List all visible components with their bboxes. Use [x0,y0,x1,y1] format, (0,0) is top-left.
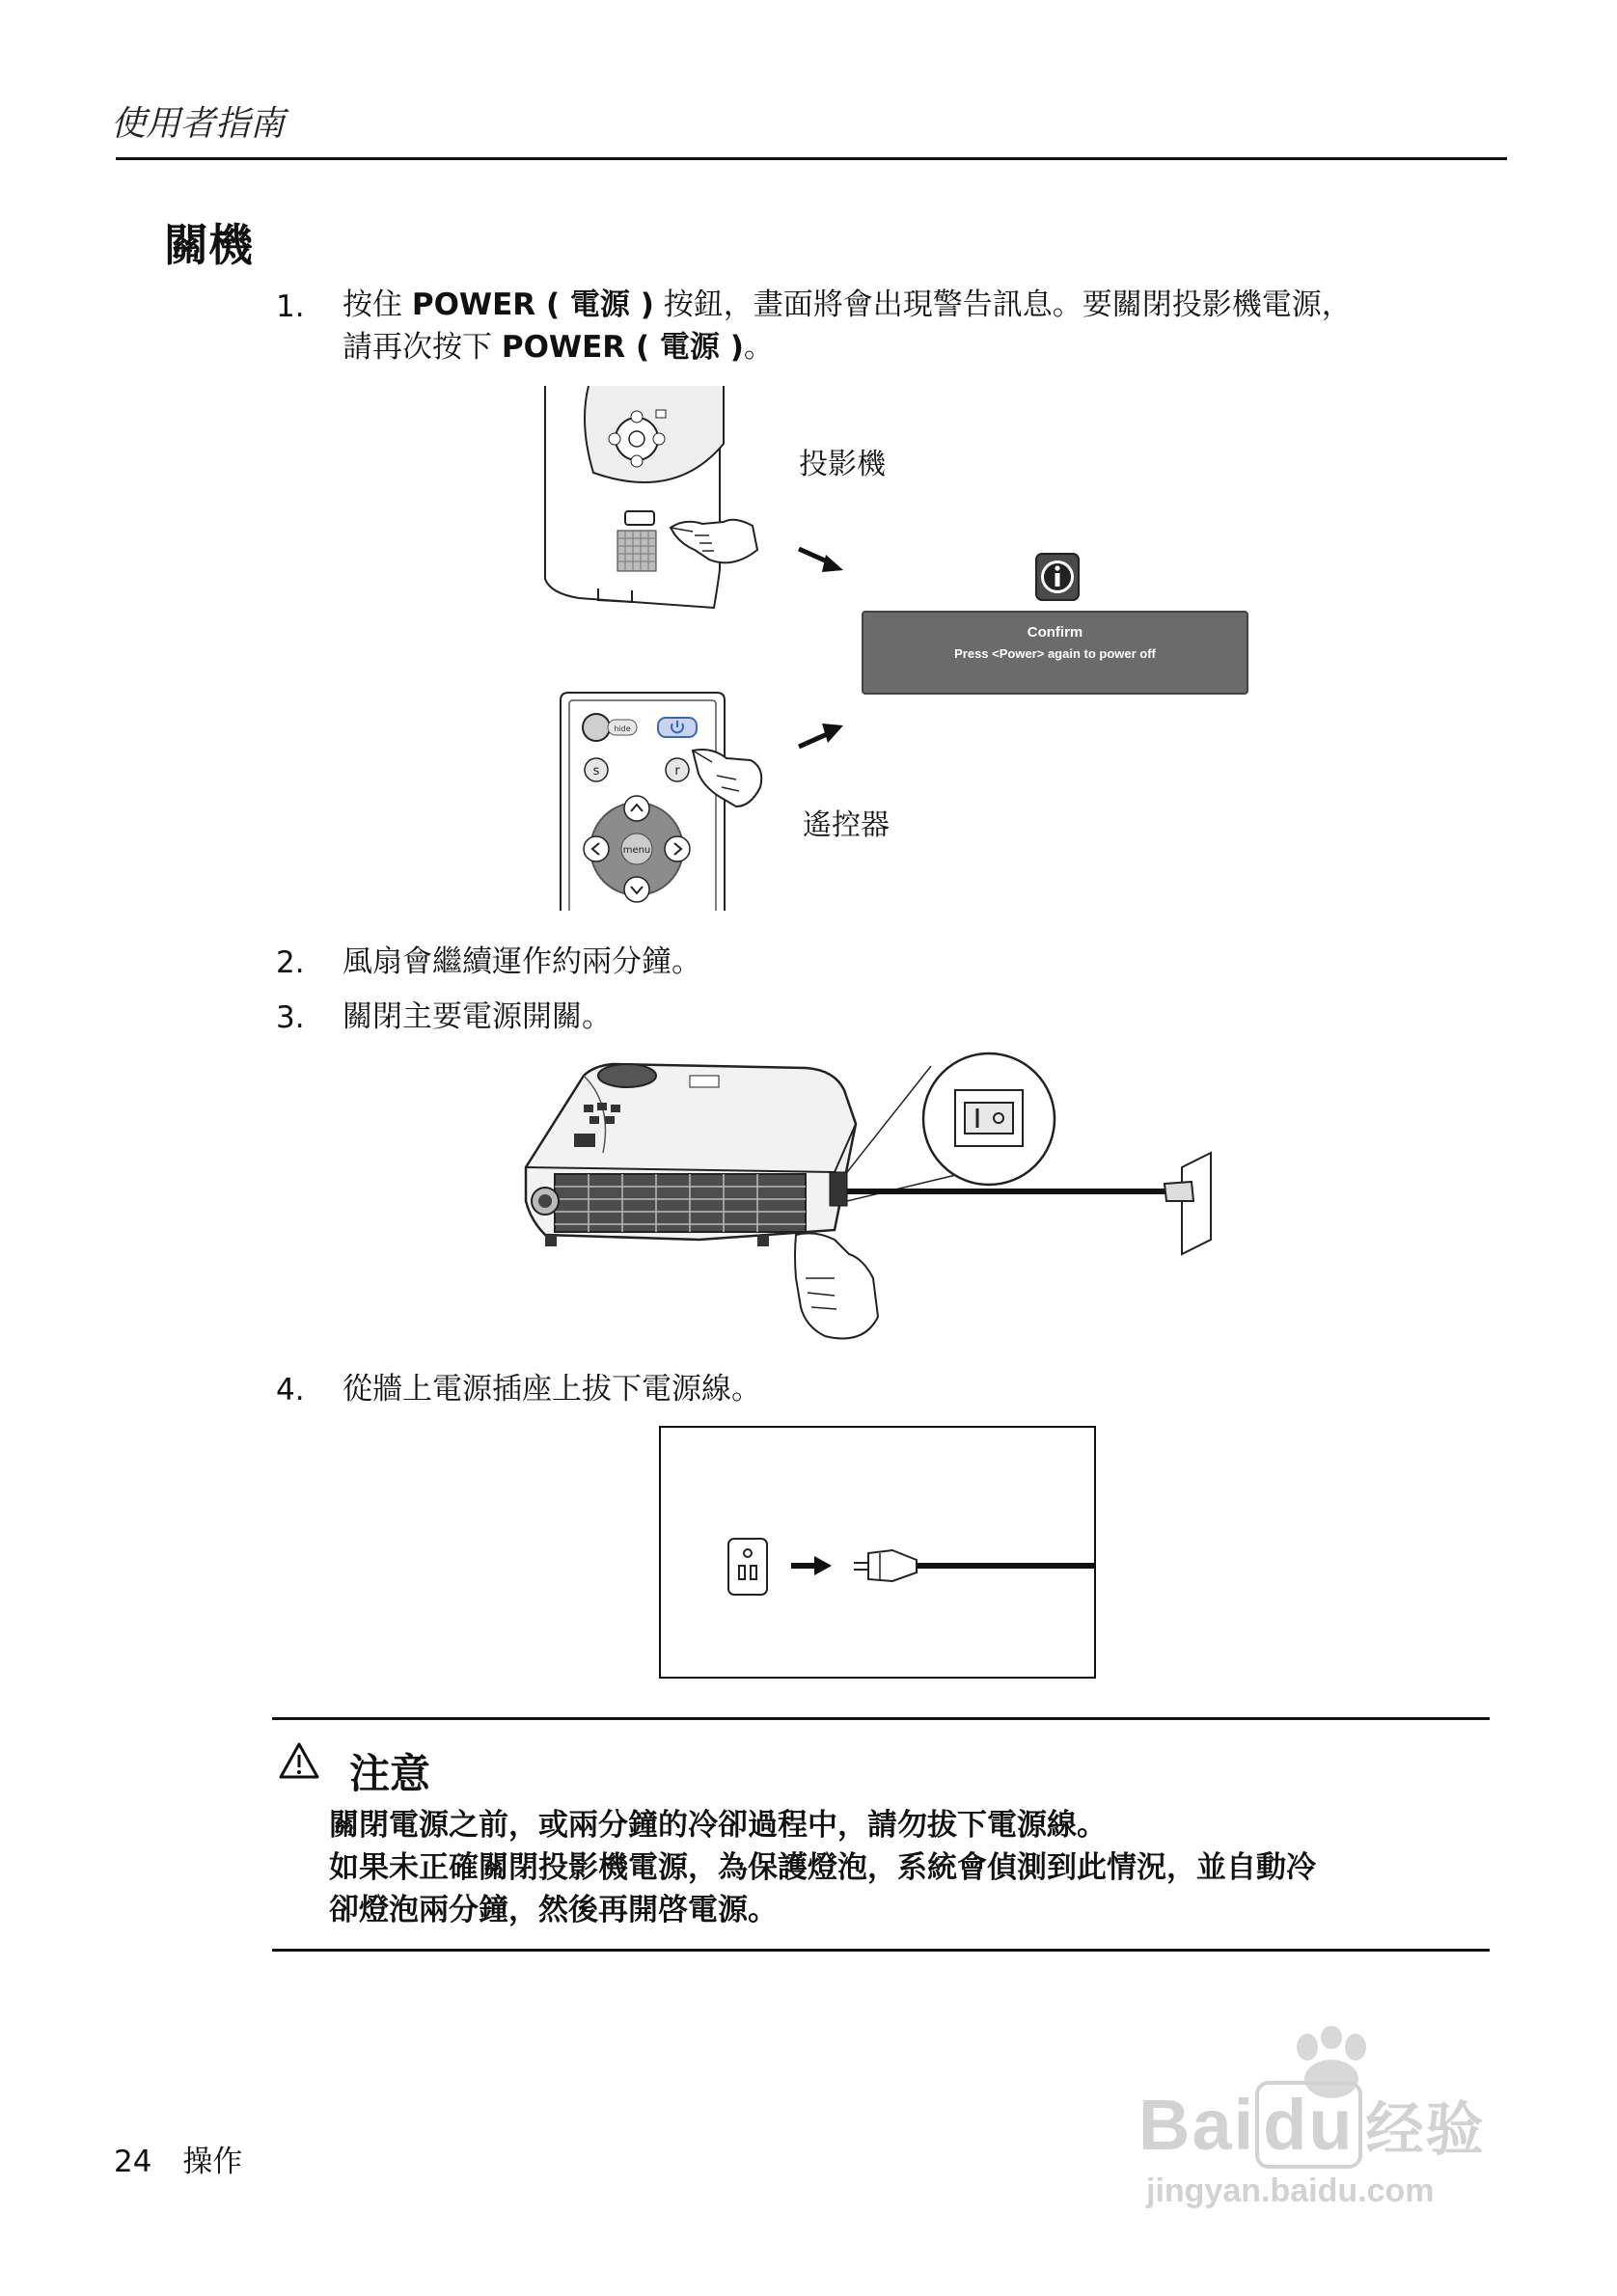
info-icon [1035,553,1080,601]
step-1-line-2: 請再次按下 POWER ( 電源 )。 [343,330,774,365]
note-line-1: 關閉電源之前，或兩分鐘的冷卻過程中，請勿拔下電源線。 [329,1808,1107,1843]
step-4-text: 從牆上電源插座上拔下電源線。 [343,1372,761,1407]
page-number: 24 [114,2145,152,2179]
arrow-down-right-icon [797,545,845,574]
confirm-dialog [862,611,1248,695]
step-2-number: 2. [276,945,305,980]
note-title: 注意 [349,1750,431,1797]
baidu-watermark [1138,2026,1524,2219]
footer-section: 操作 [182,2145,243,2179]
step-2-text: 風扇會繼續運作約兩分鐘。 [343,944,701,979]
remote-label: 遙控器 [803,808,890,842]
watermark-url: jingyan.baidu.com [1146,2173,1435,2209]
remote-hide-label: hide [614,724,631,733]
note-line-3: 卻燈泡兩分鐘，然後再開啓電源。 [329,1893,778,1927]
remote-control-illustration [558,691,770,911]
header-title: 使用者指南 [111,104,286,144]
arrow-up-right-icon [797,722,845,751]
step-1-number: 1. [276,289,305,324]
projector-label: 投影機 [799,448,886,481]
watermark-du: du [1255,2081,1361,2169]
projector-power-switch-illustration [516,1047,1249,1365]
step-3-number: 3. [276,1000,305,1035]
watermark-bai: Bai [1138,2085,1256,2165]
hand-pointer-icon [666,506,762,574]
step-4-number: 4. [276,1373,305,1408]
section-title: 關機 [164,219,253,271]
unplug-illustration [714,1529,1095,1606]
confirm-dialog-message: Press <Power> again to power off [954,646,1156,661]
note-bottom-rule [272,1949,1490,1952]
remote-menu-label: menu [622,845,651,856]
power-keyword: POWER ( 電源 ) [501,330,744,365]
step-3-text: 關閉主要電源開關。 [343,999,612,1034]
remote-r-label: r [674,764,680,779]
footer [114,2137,242,2180]
note-line-2: 如果未正確關閉投影機電源，為保護燈泡，系統會偵測到此情況，並自動冷 [329,1850,1316,1885]
power-keyword: POWER ( 電源 ) [411,287,654,322]
header-rule [116,157,1507,160]
warning-icon [278,1741,320,1780]
note-top-rule [272,1717,1490,1720]
remote-s-label: s [592,764,600,779]
step-1-line-1: 按住 POWER ( 電源 ) 按鈕，畫面將會出現警告訊息。要關閉投影機電源， [343,287,1352,322]
watermark-jingyan: 经验 [1365,2097,1486,2162]
step-1-text [343,284,1520,369]
confirm-dialog-title: Confirm [1027,624,1083,641]
note-body [329,1804,1506,1931]
